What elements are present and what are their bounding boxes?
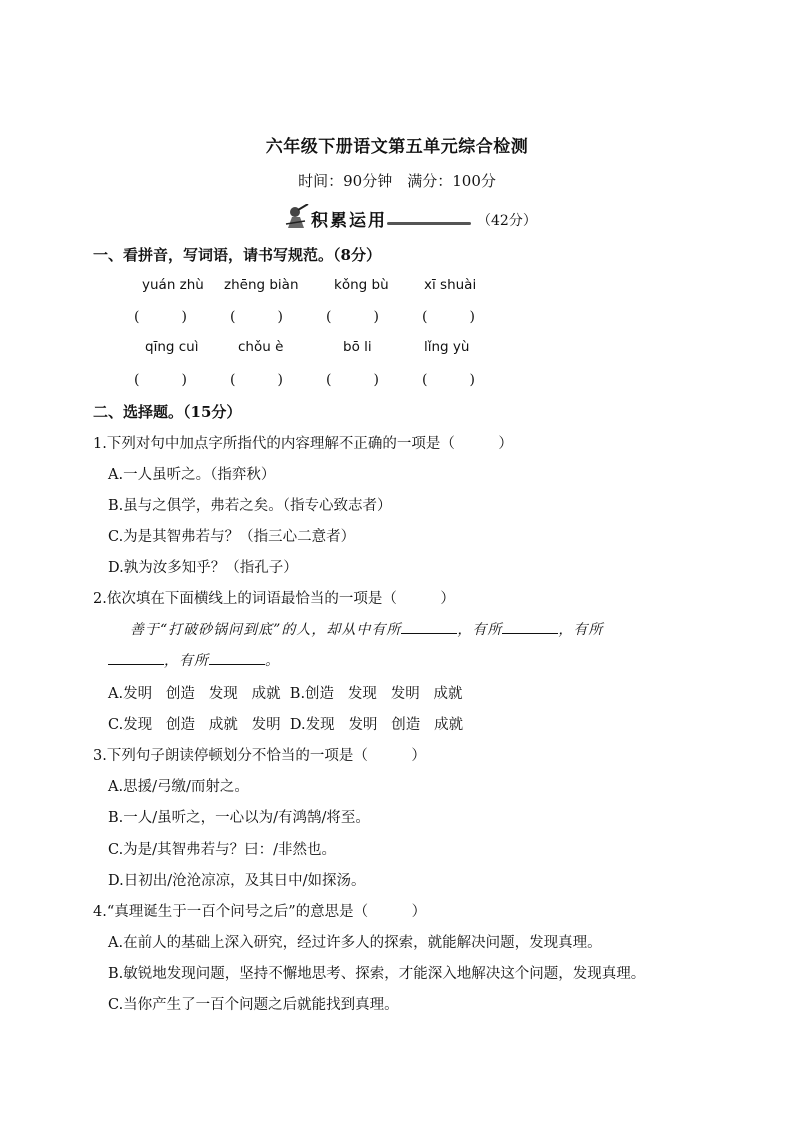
option-c[interactable]: C.发现 (108, 717, 153, 733)
pinyin-4: xī shuài (424, 277, 477, 293)
q2-item2-sentence (130, 619, 603, 639)
pinyin-3: kǒng bù (334, 277, 389, 293)
section-score: （42分） (477, 213, 537, 229)
sentence-sep: ，有所 (558, 622, 604, 638)
option-word: 成就 (433, 686, 463, 702)
option-word: 成就 (434, 717, 464, 733)
answer-box[interactable]: ( ) (134, 372, 187, 388)
answer-box[interactable]: ( ) (422, 309, 475, 325)
sentence-sep: ，有所 (457, 622, 503, 638)
q2-item3-option-d[interactable]: D.日初出/沧沧凉凉，及其日中/如探汤。 (108, 873, 366, 889)
q1-heading: 一、看拼音，写词语，请书写规范。（8分） (93, 246, 381, 264)
fill-blank[interactable] (209, 650, 265, 665)
option-word: 创造 (166, 717, 196, 733)
option-word: 发现 (208, 686, 238, 702)
q2-item3-option-a[interactable]: A.思援/弓缴/而射之。 (108, 779, 249, 795)
pinyin-7: bō li (343, 339, 372, 355)
option-a[interactable]: A.发明 (108, 686, 153, 702)
option-b[interactable]: B.创造 (289, 686, 335, 702)
answer-box[interactable]: ( ) (134, 309, 187, 325)
answer-box[interactable]: ( ) (230, 372, 283, 388)
q2-heading: 二、选择题。（15分） (93, 403, 242, 421)
fill-blank[interactable] (502, 619, 558, 634)
q2-item4-stem: 4.“真理诞生于一百个问号之后”的意思是（ ） (93, 904, 427, 920)
fill-blank[interactable] (108, 650, 164, 665)
option-word: 成就 (251, 686, 281, 702)
q2-item1-option-b[interactable]: B.虽与之俱学，弗若之矣。（指专心致志者） (108, 498, 392, 514)
page-title: 六年级下册语文第五单元综合检测 (265, 137, 529, 157)
q2-item3-stem: 3.下列句子朗读停顿划分不恰当的一项是（ ） (93, 748, 426, 764)
option-word: 发现 (347, 686, 377, 702)
answer-box[interactable]: ( ) (326, 309, 379, 325)
pinyin-8: lǐng yù (424, 339, 470, 355)
sentence-text: 善于“打破砂锅问到底”的人，却从中有所 (130, 622, 402, 638)
pencil-mascot-icon (283, 204, 309, 230)
q2-item4-option-b[interactable]: B.敏锐地发现问题，坚持不懈地思考、探索，才能深入地解决这个问题，发现真理。 (108, 966, 646, 982)
option-word: 创造 (165, 686, 195, 702)
option-d[interactable]: D.发现 (289, 717, 335, 733)
pinyin-5: qīng cuì (145, 339, 199, 355)
q2-item4-option-a[interactable]: A.在前人的基础上深入研究，经过许多人的探索，就能解决问题，发现真理。 (108, 935, 602, 951)
option-word: 发明 (251, 717, 281, 733)
section-label: 积累运用 (311, 211, 387, 231)
option-word: 发明 (390, 686, 420, 702)
q2-item2-stem: 2.依次填在下面横线上的词语最恰当的一项是（ ） (93, 591, 455, 607)
q2-item2-options-ab (108, 682, 463, 703)
banner-underline (387, 222, 471, 225)
answer-box[interactable]: ( ) (230, 309, 283, 325)
q2-item3-option-c[interactable]: C.为是/其智弗若与？曰：/非然也。 (108, 842, 336, 858)
q2-item1-option-c[interactable]: C.为是其智弗若与？（指三心二意者） (108, 529, 356, 545)
q2-item1-stem: 1.下列对句中加点字所指代的内容理解不正确的一项是（ ） (93, 436, 513, 452)
q2-item3-option-b[interactable]: B.一人/虽听之，一心以为/有鸿鹄/将至。 (108, 810, 370, 826)
pinyin-6: chǒu è (238, 339, 284, 355)
q2-item1-option-d[interactable]: D.孰为汝多知乎？（指孔子） (108, 560, 298, 576)
sentence-end: 。 (265, 653, 280, 669)
exam-meta: 时间：90分钟 满分：100分 (298, 172, 496, 190)
option-word: 发明 (348, 717, 378, 733)
sentence-sep: ，有所 (164, 653, 209, 669)
q2-item2-options-cd (108, 713, 463, 734)
pinyin-1: yuán zhù (142, 277, 204, 293)
fill-blank[interactable] (401, 619, 457, 634)
answer-box[interactable]: ( ) (422, 372, 475, 388)
q2-item2-sentence-cont (108, 650, 280, 670)
answer-box[interactable]: ( ) (326, 372, 379, 388)
option-word: 创造 (391, 717, 421, 733)
pinyin-2: zhēng biàn (224, 277, 299, 293)
q2-item1-option-a[interactable]: A.一人虽听之。（指弈秋） (108, 467, 276, 483)
section-banner (283, 204, 543, 234)
q2-item4-option-c[interactable]: C.当你产生了一百个问题之后就能找到真理。 (108, 997, 399, 1013)
option-word: 成就 (208, 717, 238, 733)
